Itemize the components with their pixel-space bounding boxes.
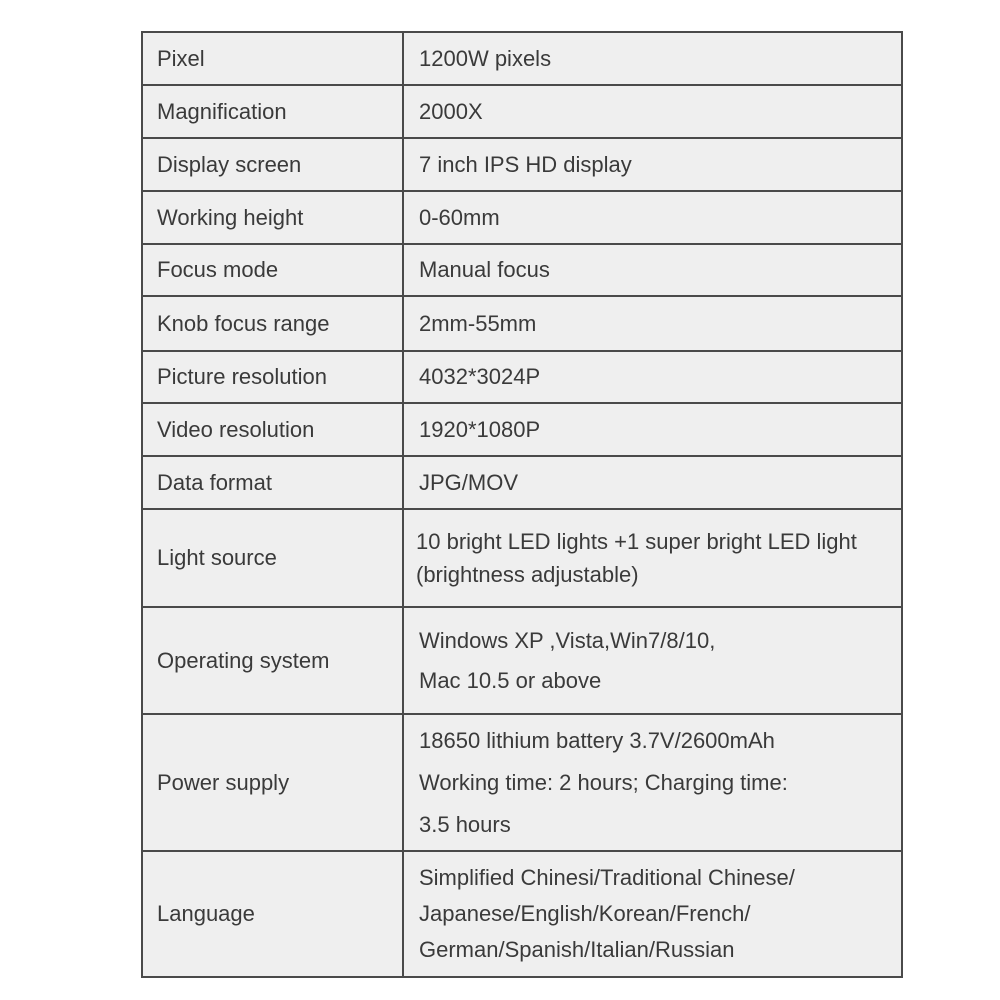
spec-value-line: Windows XP ,Vista,Win7/8/10,	[419, 627, 716, 653]
spec-value-line: German/Spanish/Italian/Russian	[419, 937, 735, 962]
spec-value-line: 18650 lithium battery 3.7V/2600mAh	[419, 727, 775, 753]
spec-value	[403, 851, 902, 977]
spec-row-working-height	[142, 191, 902, 244]
spec-value	[403, 509, 902, 607]
spec-label: Operating system	[142, 607, 403, 714]
spec-value: 2mm-55mm	[403, 296, 902, 351]
spec-row-light-source	[142, 509, 902, 607]
spec-value-line: (brightness adjustable)	[416, 562, 639, 587]
spec-label: Video resolution	[142, 403, 403, 456]
spec-value-line: Simplified Chinesi/Traditional Chinese/	[419, 865, 795, 890]
spec-row-focus-mode	[142, 244, 902, 296]
spec-label: Knob focus range	[142, 296, 403, 351]
spec-value: 0-60mm	[403, 191, 902, 244]
spec-row-data-format	[142, 456, 902, 509]
spec-row-operating-system	[142, 607, 902, 714]
spec-value: 7 inch IPS HD display	[403, 138, 902, 191]
spec-row-video-resolution	[142, 403, 902, 456]
spec-value-line: Working time: 2 hours; Charging time:	[419, 769, 788, 795]
spec-label: Focus mode	[142, 244, 403, 296]
spec-row-magnification	[142, 85, 902, 138]
spec-label: Light source	[142, 509, 403, 607]
spec-row-knob-focus-range	[142, 296, 902, 351]
spec-value: 1920*1080P	[403, 403, 902, 456]
spec-row-language	[142, 851, 902, 977]
spec-value: 4032*3024P	[403, 351, 902, 403]
spec-value: 2000X	[403, 85, 902, 138]
spec-value: 1200W pixels	[403, 32, 902, 85]
spec-value: JPG/MOV	[403, 456, 902, 509]
spec-row-power-supply	[142, 714, 902, 851]
spec-label: Language	[142, 851, 403, 977]
spec-label: Picture resolution	[142, 351, 403, 403]
spec-label: Pixel	[142, 32, 403, 85]
spec-label: Data format	[142, 456, 403, 509]
spec-label: Power supply	[142, 714, 403, 851]
spec-value	[403, 607, 902, 714]
spec-label: Magnification	[142, 85, 403, 138]
spec-row-picture-resolution	[142, 351, 902, 403]
spec-value-line: 10 bright LED lights +1 super bright LED light	[416, 529, 857, 554]
spec-value: Manual focus	[403, 244, 902, 296]
spec-label: Working height	[142, 191, 403, 244]
spec-row-pixel	[142, 32, 902, 85]
spec-value-line: Mac 10.5 or above	[419, 667, 602, 693]
spec-row-display-screen	[142, 138, 902, 191]
spec-table	[141, 31, 903, 978]
spec-label: Display screen	[142, 138, 403, 191]
spec-value-line: 3.5 hours	[419, 811, 511, 837]
spec-value-line: Japanese/English/Korean/French/	[419, 901, 751, 926]
spec-value	[403, 714, 902, 851]
